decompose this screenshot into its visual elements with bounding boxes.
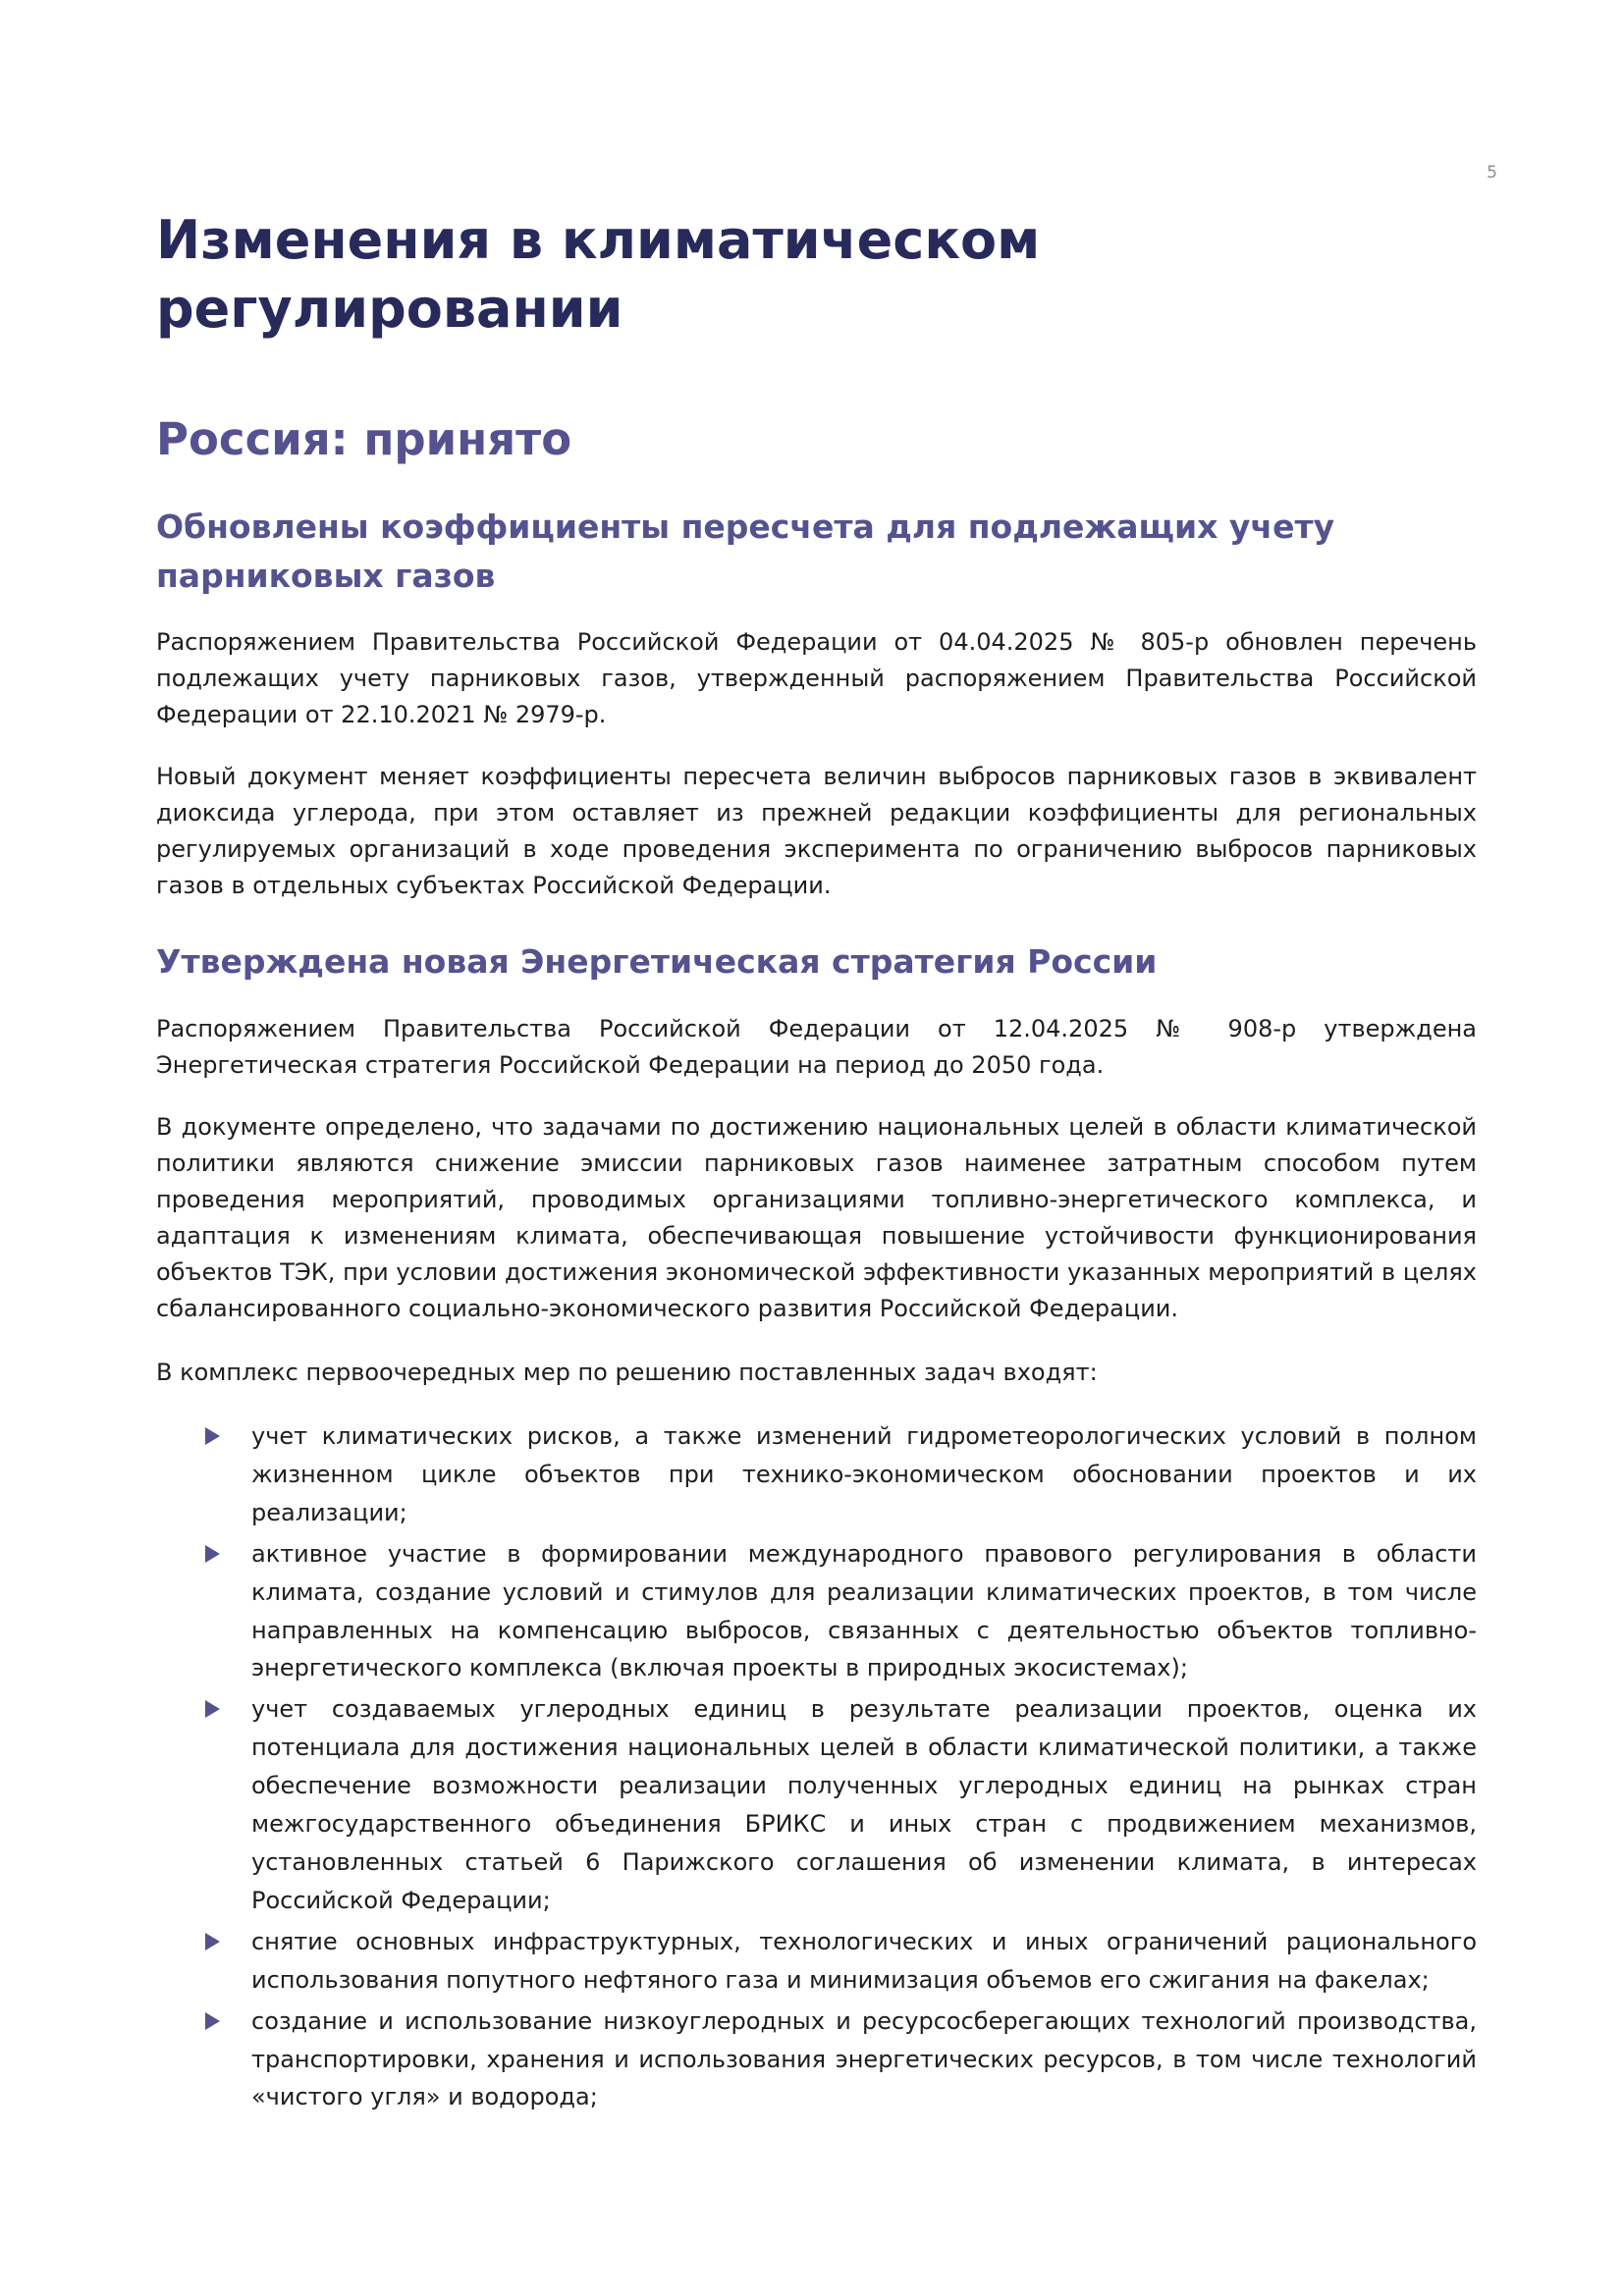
triangle-bullet-icon [205,1700,220,1718]
paragraph-decree-805: Распоряжением Правительства Российской Федерации от 04.04.2025 № 805-р обновлен перечень подлежащих учету парниковых газов, утвержденный распоряжением Правительства Российской Федерации от 22.10.2021 № 2979-р. [156,628,1477,728]
list-item-text: создание и использование низкоуглеродных и ресурсосберегающих технологий производства, транспортировки, хранения и использования энергетических ресурсов, в том числе технологий «чистого угля» и водорода; [251,2006,1477,2111]
list-item-text: учет климатических рисков, а также изменений гидрометеорологических условий в полном жизненном цикле объектов при технико-экономическом обосновании проектов и их реализации; [251,1422,1477,1526]
triangle-bullet-icon [205,2012,220,2030]
list-item [156,1923,1477,2000]
list-item [156,2002,1477,2117]
paragraph-conversion-factors: Новый документ меняет коэффициенты пересчета величин выбросов парниковых газов в эквивалент диоксида углерода, при этом оставляет из прежней редакции коэффициенты для региональных регулируемых организаций в ходе проведения эксперимента по ограничению выбросов парниковых газов в отдельных субъектах Российской Федерации. [156,763,1477,899]
list-item [156,1535,1477,1688]
subsection-heading-energy-strategy: Утверждена новая Энергетическая стратегия России [156,942,1158,981]
section-title: Россия: принято [156,413,572,465]
triangle-bullet-icon [205,1427,220,1445]
paragraph-priority-measures-intro: В комплекс первоочередных мер по решению поставленных задач входят: [156,1359,1098,1386]
paragraph-decree-908: Распоряжением Правительства Российской Федерации от 12.04.2025 № 908-р утверждена Энергетическая стратегия Российской Федерации на период до 2050 года. [156,1015,1477,1079]
list-item-text: активное участие в формировании международного правового регулирования в области климата, создание условий и стимулов для реализации климатических проектов, в том числе направленных на компенсацию выбросов, связанных с деятельностью объектов топливно-энергетического комплекса (включая проекты в природных экосистемах); [251,1539,1477,1682]
subsection-heading-greenhouse-gases: Обновлены коэффициенты пересчета для подлежащих учету парниковых газов [156,507,1335,595]
paragraph-climate-policy-goals: В документе определено, что задачами по достижению национальных целей в области климатической политики являются снижение эмиссии парниковых газов наименее затратным способом путем проведения мероприятий, проводимых организациями топливно-энергетического комплекса, и адаптация к изменениям климата, обеспечивающая повышение устойчивости функционирования объектов ТЭК, при условии достижения экономической эффективности указанных мероприятий в целях сбалансированного социально-экономического развития Российской Федерации. [156,1113,1477,1322]
list-item-text: снятие основных инфраструктурных, технологических и иных ограничений рационального использования попутного нефтяного газа и минимизация объемов его сжигания на факелах; [251,1927,1477,1994]
list-item [156,1690,1477,1919]
triangle-bullet-icon [205,1933,220,1950]
triangle-bullet-icon [205,1545,220,1563]
list-item [156,1417,1477,1532]
priority-measures-list [156,1417,1477,2119]
page-number: 5 [1487,163,1497,183]
page-title: Изменения в климатическом регулировании [156,209,1041,340]
list-item-text: учет создаваемых углеродных единиц в результате реализации проектов, оценка их потенциала для достижения национальных целей в области климатической политики, а также обеспечение возможности реализации полученных углеродных единиц на рынках стран межгосударственного объединения БРИКС и иных стран с продвижением механизмов, установленных статьей 6 Парижского соглашения об изменении климата, в интересах Российской Федерации; [251,1695,1477,1914]
